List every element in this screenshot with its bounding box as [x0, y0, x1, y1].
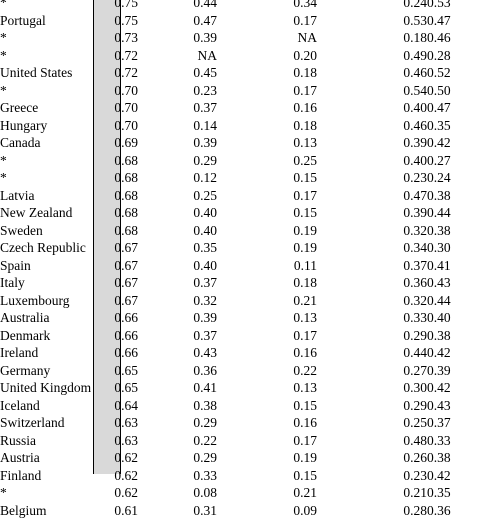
cell-value-5: 0.53 — [427, 0, 502, 12]
cell-value-5: 0.43 — [427, 274, 502, 292]
cell-country: United Kingdom — [0, 379, 93, 397]
cell-value-4: 0.53 — [317, 12, 427, 30]
cell-value-4: 0.26 — [317, 449, 427, 467]
cell-value-3: 0.18 — [217, 274, 317, 292]
cell-value-2: 0.39 — [141, 134, 217, 152]
cell-value-5: 0.30 — [427, 239, 502, 257]
cell-value-3: 0.22 — [217, 362, 317, 380]
cell-value-1 — [93, 117, 141, 135]
cell-value-1-text: 0.61 — [93, 502, 141, 519]
cell-value-1 — [93, 12, 141, 30]
cell-country: Belgium — [0, 502, 93, 519]
cell-value-1-text: 0.64 — [93, 397, 141, 415]
table-row — [0, 449, 502, 467]
table-row — [0, 397, 502, 415]
cell-value-1 — [93, 99, 141, 117]
cell-value-2: 0.08 — [141, 484, 217, 502]
cell-value-2: 0.29 — [141, 414, 217, 432]
cell-value-4: 0.40 — [317, 152, 427, 170]
cell-value-2: 0.32 — [141, 292, 217, 310]
cell-country: Austria — [0, 449, 93, 467]
cell-country: Switzerland — [0, 414, 93, 432]
cell-value-1 — [93, 169, 141, 187]
cell-value-1-text: 0.65 — [93, 362, 141, 380]
table-row — [0, 99, 502, 117]
cell-value-1-text: 0.67 — [93, 274, 141, 292]
cell-value-5: 0.42 — [427, 379, 502, 397]
cell-value-3: 0.15 — [217, 169, 317, 187]
cell-value-4: 0.49 — [317, 47, 427, 65]
cell-value-2: 0.37 — [141, 327, 217, 345]
cell-value-2: 0.38 — [141, 397, 217, 415]
cell-value-5: 0.37 — [427, 414, 502, 432]
table-row — [0, 64, 502, 82]
cell-country: Australia — [0, 309, 93, 327]
cell-value-1-text: 0.70 — [93, 117, 141, 135]
table-row — [0, 414, 502, 432]
cell-value-1-text: 0.63 — [93, 432, 141, 450]
cell-country: * — [0, 29, 93, 47]
cell-country: Greece — [0, 99, 93, 117]
cell-value-2: 0.31 — [141, 502, 217, 519]
cell-value-5: 0.38 — [427, 187, 502, 205]
cell-value-3: 0.34 — [217, 0, 317, 12]
cell-value-3: 0.19 — [217, 222, 317, 240]
cell-value-3: 0.17 — [217, 327, 317, 345]
cell-value-3: 0.21 — [217, 292, 317, 310]
cell-value-2: 0.22 — [141, 432, 217, 450]
cell-value-3: 0.17 — [217, 12, 317, 30]
cell-value-4: 0.30 — [317, 379, 427, 397]
cell-value-2: 0.29 — [141, 449, 217, 467]
cell-value-3: 0.18 — [217, 117, 317, 135]
cell-country: Germany — [0, 362, 93, 380]
table-row — [0, 274, 502, 292]
cell-value-4: 0.23 — [317, 467, 427, 485]
table-row — [0, 467, 502, 485]
cell-value-4: 0.25 — [317, 414, 427, 432]
cell-value-1 — [93, 47, 141, 65]
table-row — [0, 292, 502, 310]
cell-value-1 — [93, 467, 141, 485]
cell-value-1-text: 0.68 — [93, 152, 141, 170]
cell-country: Spain — [0, 257, 93, 275]
cell-value-1-text: 0.70 — [93, 82, 141, 100]
table-row — [0, 379, 502, 397]
cell-value-2: 0.37 — [141, 274, 217, 292]
cell-value-5: 0.52 — [427, 64, 502, 82]
cell-value-1-text: 0.65 — [93, 379, 141, 397]
cell-value-3: 0.20 — [217, 47, 317, 65]
cell-value-1-text: 0.70 — [93, 99, 141, 117]
cell-value-3: 0.17 — [217, 432, 317, 450]
cell-value-5: 0.24 — [427, 169, 502, 187]
cell-value-1 — [93, 309, 141, 327]
cell-value-1 — [93, 222, 141, 240]
cell-country: Iceland — [0, 397, 93, 415]
cell-value-3: 0.16 — [217, 99, 317, 117]
cell-value-3: 0.17 — [217, 82, 317, 100]
cell-value-1-text: 0.68 — [93, 222, 141, 240]
cell-value-4: 0.39 — [317, 204, 427, 222]
cell-value-3: 0.11 — [217, 257, 317, 275]
table-row — [0, 204, 502, 222]
cell-value-2: 0.39 — [141, 309, 217, 327]
cell-country: Denmark — [0, 327, 93, 345]
cell-value-3: 0.13 — [217, 379, 317, 397]
cell-value-5: 0.41 — [427, 257, 502, 275]
cell-value-2: 0.33 — [141, 467, 217, 485]
cell-country: Ireland — [0, 344, 93, 362]
cell-value-1-text: 0.67 — [93, 239, 141, 257]
cell-value-4: 0.37 — [317, 257, 427, 275]
table-row — [0, 257, 502, 275]
cell-value-1-text: 0.68 — [93, 169, 141, 187]
cell-value-1 — [93, 82, 141, 100]
table-row — [0, 134, 502, 152]
cell-value-3: 0.21 — [217, 484, 317, 502]
cell-value-3: 0.09 — [217, 502, 317, 519]
cell-value-1 — [93, 362, 141, 380]
cell-value-5: 0.47 — [427, 99, 502, 117]
cell-value-1-text: 0.72 — [93, 64, 141, 82]
table-row — [0, 47, 502, 65]
cell-country: * — [0, 47, 93, 65]
table-row — [0, 152, 502, 170]
cell-value-1-text: 0.73 — [93, 29, 141, 47]
cell-value-2: 0.41 — [141, 379, 217, 397]
cell-value-1 — [93, 414, 141, 432]
cell-value-5: 0.36 — [427, 502, 502, 519]
cell-value-5: 0.42 — [427, 134, 502, 152]
cell-value-3: 0.18 — [217, 64, 317, 82]
cell-value-3: 0.15 — [217, 204, 317, 222]
table-row — [0, 484, 502, 502]
cell-value-5: 0.35 — [427, 484, 502, 502]
cell-value-2: 0.40 — [141, 257, 217, 275]
cell-value-1-text: 0.67 — [93, 292, 141, 310]
cell-country: United States — [0, 64, 93, 82]
cell-value-1 — [93, 239, 141, 257]
cell-value-4: 0.46 — [317, 117, 427, 135]
cell-country: Russia — [0, 432, 93, 450]
cell-value-1-text: 0.68 — [93, 187, 141, 205]
cell-value-5: 0.47 — [427, 12, 502, 30]
table-row — [0, 222, 502, 240]
cell-value-1 — [93, 274, 141, 292]
cell-value-3: 0.13 — [217, 309, 317, 327]
cell-value-5: 0.44 — [427, 204, 502, 222]
cell-value-3: 0.15 — [217, 397, 317, 415]
cell-value-1 — [93, 29, 141, 47]
cell-value-1 — [93, 379, 141, 397]
cell-value-5: 0.38 — [427, 222, 502, 240]
cell-value-2: 0.29 — [141, 152, 217, 170]
cell-value-1 — [93, 134, 141, 152]
cell-value-5: 0.46 — [427, 29, 502, 47]
cell-value-4: 0.24 — [317, 0, 427, 12]
table-row — [0, 327, 502, 345]
cell-country: * — [0, 169, 93, 187]
table-row — [0, 187, 502, 205]
cell-value-1 — [93, 64, 141, 82]
cell-value-1 — [93, 502, 141, 519]
cell-value-1 — [93, 292, 141, 310]
cell-value-4: 0.44 — [317, 344, 427, 362]
cell-value-2: 0.36 — [141, 362, 217, 380]
cell-value-2: 0.37 — [141, 99, 217, 117]
cell-value-4: 0.27 — [317, 362, 427, 380]
cell-value-2: 0.45 — [141, 64, 217, 82]
cell-value-4: 0.33 — [317, 309, 427, 327]
table-row — [0, 432, 502, 450]
cell-value-4: 0.32 — [317, 222, 427, 240]
cell-value-1 — [93, 449, 141, 467]
cell-country: Finland — [0, 467, 93, 485]
cell-value-1 — [93, 397, 141, 415]
cell-country: Italy — [0, 274, 93, 292]
cell-value-1 — [93, 187, 141, 205]
cell-value-2: 0.40 — [141, 222, 217, 240]
cell-value-1-text: 0.66 — [93, 327, 141, 345]
cell-value-1 — [93, 327, 141, 345]
cell-value-5: 0.38 — [427, 449, 502, 467]
cell-value-4: 0.18 — [317, 29, 427, 47]
cell-value-2: 0.44 — [141, 0, 217, 12]
cell-value-4: 0.28 — [317, 502, 427, 519]
cell-country: * — [0, 82, 93, 100]
table-row — [0, 117, 502, 135]
cell-value-5: 0.43 — [427, 397, 502, 415]
cell-value-5: 0.28 — [427, 47, 502, 65]
cell-value-3: NA — [217, 29, 317, 47]
cell-value-5: 0.42 — [427, 467, 502, 485]
table-row — [0, 29, 502, 47]
cell-value-4: 0.32 — [317, 292, 427, 310]
cell-value-5: 0.39 — [427, 362, 502, 380]
cell-value-1-text: 0.75 — [93, 0, 141, 12]
cell-value-5: 0.50 — [427, 82, 502, 100]
cell-value-1-text: 0.69 — [93, 134, 141, 152]
cell-value-3: 0.25 — [217, 152, 317, 170]
cell-value-3: 0.16 — [217, 414, 317, 432]
cell-value-2: 0.40 — [141, 204, 217, 222]
cell-value-2: 0.39 — [141, 29, 217, 47]
cell-value-2: 0.43 — [141, 344, 217, 362]
cell-value-4: 0.34 — [317, 239, 427, 257]
cell-value-5: 0.44 — [427, 292, 502, 310]
cell-country: Czech Republic — [0, 239, 93, 257]
cell-value-1-text: 0.75 — [93, 12, 141, 30]
cell-country: * — [0, 152, 93, 170]
table-row — [0, 502, 502, 519]
cell-value-2: NA — [141, 47, 217, 65]
cell-value-1-text: 0.63 — [93, 414, 141, 432]
cell-value-4: 0.29 — [317, 327, 427, 345]
table-row — [0, 344, 502, 362]
cell-value-2: 0.25 — [141, 187, 217, 205]
cell-value-5: 0.40 — [427, 309, 502, 327]
cell-value-3: 0.19 — [217, 449, 317, 467]
cell-value-1-text: 0.66 — [93, 309, 141, 327]
cell-value-3: 0.13 — [217, 134, 317, 152]
cell-value-3: 0.17 — [217, 187, 317, 205]
table-row — [0, 239, 502, 257]
cell-country: Sweden — [0, 222, 93, 240]
cell-value-1-text: 0.67 — [93, 257, 141, 275]
cell-value-2: 0.23 — [141, 82, 217, 100]
table-row — [0, 169, 502, 187]
cell-country: * — [0, 0, 93, 12]
cell-value-2: 0.12 — [141, 169, 217, 187]
cell-value-4: 0.47 — [317, 187, 427, 205]
cell-value-1 — [93, 344, 141, 362]
cell-value-1-text: 0.66 — [93, 344, 141, 362]
cell-country: New Zealand — [0, 204, 93, 222]
cell-value-1-text: 0.72 — [93, 47, 141, 65]
cell-value-4: 0.21 — [317, 484, 427, 502]
cell-value-2: 0.14 — [141, 117, 217, 135]
cell-country: Hungary — [0, 117, 93, 135]
table-row — [0, 0, 502, 12]
cell-value-1 — [93, 484, 141, 502]
cell-value-4: 0.48 — [317, 432, 427, 450]
cell-country: Luxembourg — [0, 292, 93, 310]
cell-value-1 — [93, 257, 141, 275]
cell-value-5: 0.42 — [427, 344, 502, 362]
cell-value-1-text: 0.62 — [93, 467, 141, 485]
cell-value-4: 0.54 — [317, 82, 427, 100]
cell-value-3: 0.16 — [217, 344, 317, 362]
cell-value-2: 0.47 — [141, 12, 217, 30]
cell-value-2: 0.35 — [141, 239, 217, 257]
cell-value-1-text: 0.68 — [93, 204, 141, 222]
cell-value-5: 0.38 — [427, 327, 502, 345]
cell-value-1 — [93, 152, 141, 170]
cell-value-4: 0.36 — [317, 274, 427, 292]
cell-value-1-text: 0.62 — [93, 449, 141, 467]
cell-country: Portugal — [0, 12, 93, 30]
cell-country: * — [0, 484, 93, 502]
cell-value-5: 0.35 — [427, 117, 502, 135]
cell-value-3: 0.19 — [217, 239, 317, 257]
cell-value-1-text: 0.62 — [93, 484, 141, 502]
cell-value-4: 0.23 — [317, 169, 427, 187]
cell-value-5: 0.27 — [427, 152, 502, 170]
cell-value-4: 0.29 — [317, 397, 427, 415]
cell-value-4: 0.40 — [317, 99, 427, 117]
cell-value-4: 0.39 — [317, 134, 427, 152]
cell-value-4: 0.46 — [317, 64, 427, 82]
cell-value-1 — [93, 432, 141, 450]
cell-country: Canada — [0, 134, 93, 152]
table-row — [0, 309, 502, 327]
cell-value-3: 0.15 — [217, 467, 317, 485]
cell-value-1 — [93, 204, 141, 222]
cell-value-5: 0.33 — [427, 432, 502, 450]
table-row — [0, 82, 502, 100]
table-row — [0, 362, 502, 380]
cell-country: Latvia — [0, 187, 93, 205]
cell-value-1 — [93, 0, 141, 12]
table-row — [0, 12, 502, 30]
